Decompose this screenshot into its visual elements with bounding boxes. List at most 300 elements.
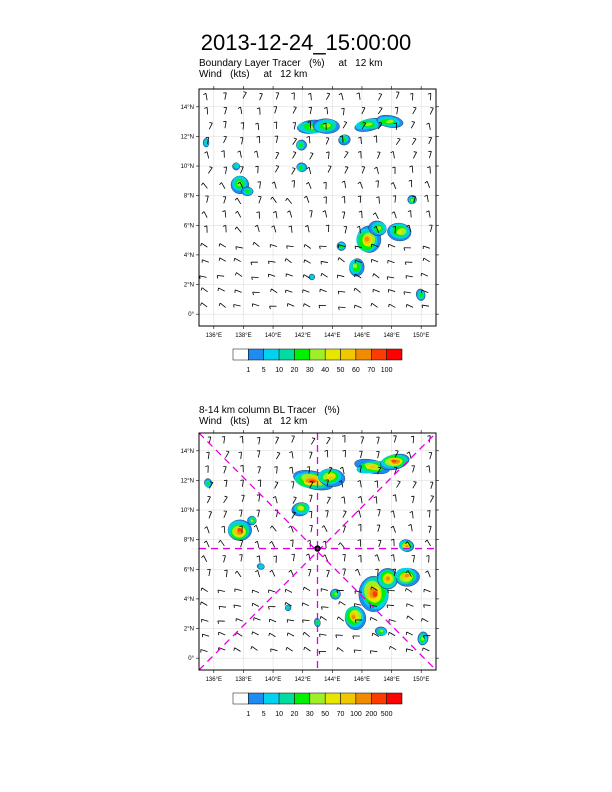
wind-barb bbox=[217, 275, 224, 278]
wind-barb-shaft bbox=[259, 197, 261, 204]
wind-barb-shaft bbox=[241, 541, 243, 548]
x-tick-label: 136°E bbox=[205, 677, 223, 683]
wind-barb-shaft bbox=[408, 616, 414, 620]
wind-barb-shaft bbox=[208, 452, 209, 459]
wind-barb-feather bbox=[320, 616, 321, 619]
wind-barb bbox=[325, 511, 328, 518]
wind-barb-shaft bbox=[235, 589, 242, 591]
wind-barb-feather bbox=[359, 211, 362, 212]
wind-barb-shaft bbox=[271, 289, 277, 293]
wind-barb bbox=[358, 555, 361, 562]
wind-barb-shaft bbox=[204, 556, 207, 562]
wind-barb-shaft bbox=[328, 166, 331, 172]
wind-barb-shaft bbox=[373, 289, 380, 292]
wind-barb bbox=[342, 212, 345, 219]
wind-barb-shaft bbox=[424, 605, 431, 606]
map-area bbox=[199, 89, 436, 326]
wind-barb bbox=[376, 451, 379, 458]
wind-barb-shaft bbox=[225, 452, 229, 458]
wind-barb-shaft bbox=[258, 467, 260, 474]
wind-barb bbox=[321, 589, 328, 592]
wind-barb bbox=[271, 226, 275, 233]
wind-barb-shaft bbox=[327, 570, 329, 577]
wind-barb bbox=[269, 633, 276, 637]
wind-barb-shaft bbox=[413, 436, 414, 443]
wind-barb-feather bbox=[426, 466, 429, 467]
wind-barb bbox=[408, 524, 412, 531]
wind-barb-feather bbox=[287, 211, 289, 213]
wind-barb bbox=[224, 511, 227, 518]
y-tick-label: 8°N bbox=[183, 537, 194, 544]
wind-barb-feather bbox=[392, 212, 394, 214]
wind-barb bbox=[407, 616, 414, 620]
wind-barb-shaft bbox=[327, 498, 330, 504]
wind-barb-shaft bbox=[276, 437, 279, 443]
wind-barb-shaft bbox=[225, 167, 226, 174]
wind-barb-shaft bbox=[321, 589, 328, 591]
wind-barb-feather bbox=[273, 496, 276, 498]
colorbar-label: 40 bbox=[321, 367, 330, 374]
wind-barb-shaft bbox=[292, 168, 296, 174]
wind-barb-shaft bbox=[226, 570, 227, 577]
wind-barb bbox=[235, 290, 242, 293]
wind-barb-shaft bbox=[240, 151, 241, 158]
wind-barb-feather bbox=[323, 182, 326, 183]
colorbar-box bbox=[248, 693, 263, 704]
wind-barb-feather bbox=[277, 452, 280, 453]
wind-barb-feather bbox=[357, 511, 360, 513]
wind-barb-shaft bbox=[201, 602, 207, 606]
y-tick-label: 4°N bbox=[183, 596, 194, 603]
wind-barb bbox=[255, 541, 259, 548]
wind-barb-shaft bbox=[209, 123, 212, 129]
wind-barb bbox=[359, 211, 362, 218]
wind-barb-shaft bbox=[254, 618, 261, 621]
wind-barb bbox=[428, 526, 431, 533]
wind-barb bbox=[268, 274, 275, 277]
wind-barb-shaft bbox=[327, 511, 328, 518]
wind-barb bbox=[293, 497, 296, 504]
wind-barb-shaft bbox=[396, 495, 397, 502]
colorbar-box bbox=[341, 349, 356, 360]
wind-barb bbox=[218, 590, 225, 593]
wind-barb bbox=[319, 651, 326, 654]
wind-barb bbox=[429, 453, 432, 460]
wind-barb-shaft bbox=[218, 288, 224, 291]
wind-barb-feather bbox=[258, 182, 261, 183]
wind-barb-feather bbox=[408, 524, 411, 525]
wind-barb bbox=[201, 243, 208, 247]
wind-barb-shaft bbox=[344, 497, 345, 504]
wind-barb bbox=[342, 196, 345, 203]
wind-barb bbox=[257, 510, 260, 517]
wind-barb bbox=[252, 632, 259, 635]
wind-barb bbox=[240, 436, 243, 443]
panel2-title: 8-14 km column BL Tracer (%) bbox=[199, 405, 340, 416]
wind-barb-feather bbox=[358, 151, 361, 152]
wind-barb bbox=[428, 151, 431, 158]
wind-barb-feather bbox=[204, 152, 207, 154]
wind-barb bbox=[392, 167, 395, 174]
wind-barb-feather bbox=[270, 541, 272, 543]
wind-barb-shaft bbox=[378, 181, 379, 188]
wind-barb-feather bbox=[219, 183, 221, 185]
wind-barb bbox=[320, 289, 327, 292]
wind-barb-shaft bbox=[379, 540, 381, 547]
wind-barb bbox=[353, 636, 360, 639]
wind-barb bbox=[370, 617, 377, 620]
wind-barb-feather bbox=[256, 212, 259, 213]
wind-barb-shaft bbox=[277, 467, 278, 474]
wind-barb-shaft bbox=[286, 259, 292, 263]
wind-barb bbox=[376, 437, 379, 444]
wind-barb-shaft bbox=[292, 436, 295, 442]
colorbar-label: 20 bbox=[290, 711, 299, 718]
wind-barb-feather bbox=[337, 647, 338, 650]
wind-barb bbox=[310, 153, 314, 160]
wind-barb bbox=[204, 541, 209, 547]
colorbar-label: 70 bbox=[367, 367, 376, 374]
colorbar-box bbox=[387, 693, 402, 704]
wind-barb bbox=[219, 540, 225, 546]
wind-barb bbox=[343, 511, 346, 518]
wind-barb-shaft bbox=[258, 123, 259, 130]
wind-barb-shaft bbox=[311, 525, 313, 532]
wind-barb-shaft bbox=[270, 633, 276, 637]
wind-barb bbox=[218, 621, 225, 624]
wind-barb-shaft bbox=[209, 512, 212, 518]
wind-barb-shaft bbox=[218, 590, 225, 591]
wind-barb-feather bbox=[292, 168, 295, 169]
wind-barb bbox=[337, 647, 344, 651]
wind-barb bbox=[393, 495, 396, 502]
wind-barb-shaft bbox=[202, 288, 208, 292]
wind-barb bbox=[257, 437, 260, 444]
y-tick-label: 4°N bbox=[183, 252, 194, 259]
wind-barb-feather bbox=[271, 289, 272, 292]
wind-barb bbox=[235, 198, 241, 204]
wind-barb-shaft bbox=[377, 167, 379, 174]
wind-barb bbox=[254, 525, 259, 532]
wind-barb-feather bbox=[223, 225, 226, 226]
wind-barb bbox=[255, 166, 258, 173]
wind-barb-shaft bbox=[235, 290, 242, 293]
wind-barb bbox=[343, 122, 347, 129]
wind-barb-feather bbox=[379, 94, 382, 95]
wind-barb bbox=[218, 288, 225, 291]
wind-barb bbox=[208, 167, 212, 174]
wind-barb-feather bbox=[253, 292, 254, 295]
wind-barb bbox=[202, 260, 209, 263]
wind-barb-feather bbox=[304, 244, 305, 247]
wind-barb-feather bbox=[392, 167, 395, 168]
colorbar-box bbox=[356, 349, 371, 360]
wind-barb bbox=[387, 605, 394, 608]
colorbar-box bbox=[279, 349, 294, 360]
wind-barb bbox=[388, 632, 395, 635]
colorbar-label: 10 bbox=[275, 711, 283, 718]
wind-barb-shaft bbox=[287, 198, 291, 203]
wind-barb bbox=[222, 436, 225, 443]
wind-barb bbox=[287, 246, 294, 249]
wind-barb-shaft bbox=[304, 587, 310, 591]
wind-barb-feather bbox=[413, 138, 416, 139]
colorbar-label: 100 bbox=[350, 711, 362, 718]
wind-barb-feather bbox=[219, 258, 220, 261]
wind-barb-shaft bbox=[309, 167, 311, 174]
wind-barb bbox=[271, 197, 277, 203]
wind-barb-shaft bbox=[355, 288, 360, 292]
wind-barb-shaft bbox=[276, 453, 280, 459]
colorbar-box bbox=[264, 693, 279, 704]
wind-barb-feather bbox=[339, 543, 341, 545]
wind-barb bbox=[358, 137, 361, 144]
wind-barb bbox=[337, 275, 344, 278]
wind-barb-shaft bbox=[258, 451, 260, 458]
map-panel-1 bbox=[181, 86, 439, 339]
wind-barb bbox=[251, 646, 258, 650]
wind-barb-feather bbox=[268, 607, 269, 610]
wind-barb-feather bbox=[234, 648, 235, 651]
colorbar-box bbox=[371, 349, 386, 360]
wind-barb bbox=[336, 635, 343, 638]
wind-barb-shaft bbox=[260, 182, 261, 189]
wind-barb bbox=[344, 227, 347, 234]
wind-barb-feather bbox=[255, 570, 257, 572]
wind-barb-shaft bbox=[237, 211, 240, 217]
storm-center-dot bbox=[316, 547, 318, 549]
wind-barb bbox=[413, 152, 416, 159]
wind-barb-shaft bbox=[201, 650, 208, 652]
x-tick-label: 146°E bbox=[353, 677, 371, 683]
wind-barb-feather bbox=[376, 197, 379, 198]
wind-barb-feather bbox=[425, 571, 427, 573]
wind-barb-shaft bbox=[236, 247, 243, 248]
wind-barb-shaft bbox=[343, 526, 345, 533]
wind-barb-shaft bbox=[226, 480, 227, 487]
wind-barb-shaft bbox=[355, 305, 361, 308]
wind-barb bbox=[252, 590, 259, 593]
wind-barb-feather bbox=[204, 226, 207, 227]
wind-barb-shaft bbox=[311, 439, 315, 445]
wind-barb-feather bbox=[390, 646, 391, 649]
wind-barb-feather bbox=[408, 210, 411, 211]
wind-barb-shaft bbox=[345, 227, 347, 234]
wind-barb-feather bbox=[219, 303, 220, 306]
wind-barb-shaft bbox=[407, 632, 413, 635]
wind-barb-shaft bbox=[310, 153, 314, 159]
wind-barb bbox=[410, 511, 413, 518]
wind-barb bbox=[255, 225, 259, 232]
wind-barb bbox=[338, 258, 345, 262]
wind-barb-feather bbox=[251, 262, 252, 265]
wind-barb-shaft bbox=[311, 211, 312, 218]
wind-barb-feather bbox=[201, 556, 203, 558]
wind-barb-shaft bbox=[292, 467, 293, 474]
wind-barb bbox=[358, 496, 362, 503]
wind-barb-shaft bbox=[305, 647, 311, 651]
wind-barb-shaft bbox=[393, 526, 395, 533]
wind-barb-shaft bbox=[252, 590, 259, 593]
colorbar-box bbox=[356, 693, 371, 704]
wind-barb-shaft bbox=[256, 525, 258, 532]
wind-barb bbox=[421, 273, 428, 276]
wind-barb-shaft bbox=[394, 212, 396, 219]
wind-barb-feather bbox=[201, 602, 202, 605]
wind-barb bbox=[201, 650, 208, 653]
wind-barb bbox=[429, 225, 432, 232]
wind-barb bbox=[387, 277, 394, 280]
wind-barb-shaft bbox=[375, 213, 378, 219]
wind-barb-feather bbox=[224, 496, 227, 497]
wind-barb-shaft bbox=[311, 93, 312, 100]
wind-barb bbox=[374, 497, 377, 504]
wind-barb-shaft bbox=[224, 556, 226, 563]
wind-barb bbox=[204, 107, 207, 114]
wind-barb-shaft bbox=[257, 225, 259, 232]
wind-barb bbox=[291, 93, 294, 100]
wind-barb-feather bbox=[341, 497, 344, 498]
wind-barb-shaft bbox=[430, 453, 432, 460]
wind-barb-feather bbox=[397, 138, 400, 139]
wind-barb-feather bbox=[303, 632, 304, 635]
wind-barb-shaft bbox=[276, 93, 278, 100]
wind-barb bbox=[361, 437, 364, 444]
wind-barb-feather bbox=[293, 497, 296, 498]
wind-barb-feather bbox=[407, 616, 408, 619]
wind-barb-shaft bbox=[258, 541, 259, 548]
wind-barb-feather bbox=[304, 196, 306, 198]
wind-barb bbox=[255, 123, 258, 130]
wind-barb-feather bbox=[308, 93, 311, 94]
wind-barb bbox=[258, 467, 261, 474]
wind-barb bbox=[309, 511, 312, 518]
wind-barb-feather bbox=[204, 107, 207, 108]
wind-barb-shaft bbox=[359, 511, 361, 518]
wind-barb bbox=[309, 452, 312, 459]
wind-barb-shaft bbox=[338, 647, 344, 651]
wind-barb bbox=[341, 497, 345, 504]
wind-barb bbox=[358, 480, 362, 487]
wind-barb-feather bbox=[257, 556, 260, 557]
wind-barb bbox=[343, 526, 346, 533]
wind-barb bbox=[412, 466, 415, 473]
wind-barb-feather bbox=[235, 227, 237, 230]
wind-barb-shaft bbox=[388, 590, 395, 591]
wind-barb-feather bbox=[285, 602, 286, 605]
wind-barb bbox=[320, 246, 327, 249]
wind-barb bbox=[286, 198, 292, 203]
wind-barb bbox=[241, 123, 244, 130]
wind-barb-shaft bbox=[225, 211, 226, 218]
wind-barb-feather bbox=[310, 482, 313, 483]
wind-barb-shaft bbox=[328, 152, 329, 159]
wind-barb-shaft bbox=[378, 94, 381, 100]
wind-barb-feather bbox=[319, 651, 320, 654]
wind-barb bbox=[422, 305, 429, 308]
colorbar-box bbox=[310, 349, 325, 360]
wind-barb-shaft bbox=[294, 123, 295, 130]
wind-barb-feather bbox=[219, 244, 220, 247]
wind-barb bbox=[219, 183, 224, 189]
wind-barb bbox=[371, 259, 378, 262]
wind-barb bbox=[377, 152, 380, 159]
wind-barb bbox=[235, 589, 242, 592]
wind-barb-feather bbox=[339, 93, 342, 95]
wind-barb-shaft bbox=[338, 617, 344, 621]
colorbar-box bbox=[248, 349, 263, 360]
wind-barb bbox=[389, 619, 396, 622]
wind-barb bbox=[325, 450, 328, 457]
wind-barb-shaft bbox=[394, 436, 396, 443]
wind-barb bbox=[224, 570, 227, 577]
wind-barb-feather bbox=[271, 197, 273, 199]
wind-barb-shaft bbox=[258, 570, 260, 577]
wind-barb bbox=[326, 138, 329, 145]
wind-barb bbox=[424, 605, 431, 608]
wind-barb-feather bbox=[252, 632, 253, 635]
wind-barb-feather bbox=[358, 480, 361, 481]
wind-barb-shaft bbox=[378, 108, 382, 114]
map-panel-2 bbox=[181, 430, 439, 683]
wind-barb bbox=[342, 436, 345, 443]
wind-barb bbox=[411, 122, 414, 129]
colorbar-label: 20 bbox=[290, 367, 299, 374]
wind-barb-feather bbox=[388, 632, 389, 635]
wind-barb-feather bbox=[345, 151, 348, 152]
wind-barb bbox=[388, 260, 395, 263]
wind-barb bbox=[323, 541, 326, 548]
wind-barb-shaft bbox=[372, 303, 378, 307]
wind-barb-feather bbox=[289, 451, 292, 452]
wind-barb-feather bbox=[291, 93, 294, 94]
wind-barb bbox=[378, 94, 381, 101]
wind-barb-shaft bbox=[339, 307, 346, 308]
wind-barb-shaft bbox=[305, 260, 311, 264]
wind-barb bbox=[276, 152, 279, 159]
wind-barb-shaft bbox=[286, 290, 293, 292]
wind-barb-shaft bbox=[344, 152, 348, 158]
wind-barb-shaft bbox=[202, 303, 208, 307]
wind-barb bbox=[392, 212, 397, 219]
wind-barb bbox=[327, 437, 331, 444]
wind-barb bbox=[270, 244, 277, 247]
wind-barb-shaft bbox=[413, 152, 416, 158]
wind-barb-shaft bbox=[293, 498, 296, 504]
wind-barb-shaft bbox=[291, 226, 292, 233]
wind-barb-feather bbox=[407, 452, 410, 454]
wind-barb-shaft bbox=[304, 304, 310, 307]
wind-barb bbox=[377, 510, 380, 517]
wind-barb bbox=[223, 121, 226, 128]
wind-barb bbox=[427, 167, 430, 174]
wind-barb bbox=[203, 93, 207, 100]
wind-barb bbox=[339, 93, 343, 100]
wind-barb-feather bbox=[397, 481, 400, 482]
wind-barb-shaft bbox=[345, 181, 346, 188]
wind-barb bbox=[405, 588, 412, 592]
wind-barb bbox=[303, 620, 310, 623]
wind-barb-feather bbox=[410, 511, 413, 512]
wind-barb bbox=[251, 262, 258, 265]
wind-barb-feather bbox=[255, 123, 258, 124]
wind-barb-feather bbox=[393, 196, 396, 197]
wind-barb bbox=[235, 211, 240, 217]
wind-barb-shaft bbox=[235, 648, 241, 652]
wind-barb bbox=[324, 197, 327, 204]
wind-barb bbox=[388, 590, 395, 593]
wind-barb-feather bbox=[235, 198, 237, 200]
